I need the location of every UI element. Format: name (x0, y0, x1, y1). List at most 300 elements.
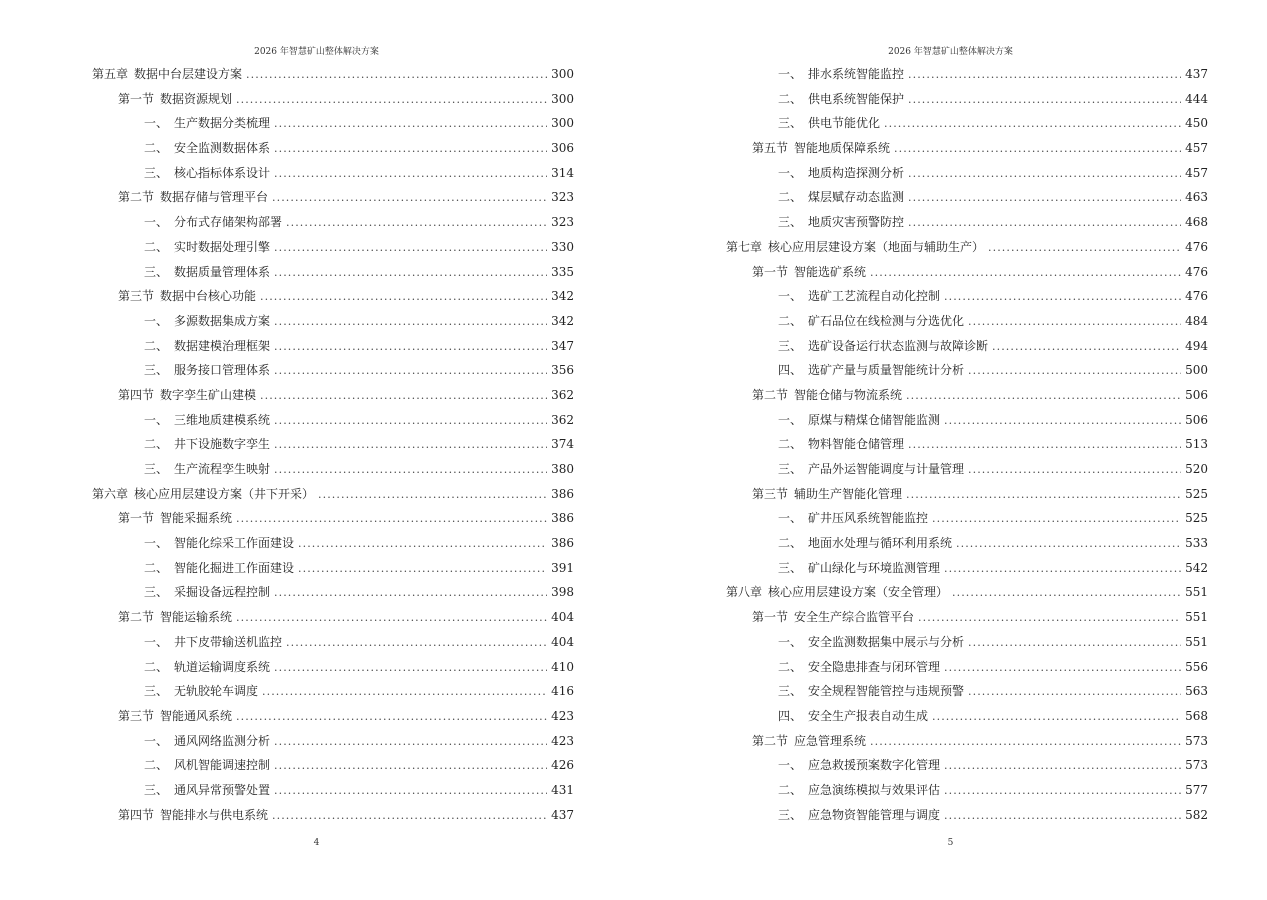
toc-entry-title: 三维地质建模系统 (174, 412, 271, 427)
toc-subsection-entry[interactable] (726, 309, 1208, 334)
running-header: 2026 年智慧矿山整体解决方案 (888, 47, 1013, 57)
toc-subsection-entry[interactable] (92, 161, 574, 186)
toc-dot-leader (274, 409, 547, 434)
toc-subsection-entry[interactable] (726, 778, 1208, 803)
toc-entry-number: 第二节 (752, 387, 789, 402)
toc-entry-number: 一、 (778, 289, 803, 304)
toc-entry-title: 矿石品位在线检测与分选优化 (808, 313, 965, 328)
toc-entry-page: 577 (1185, 782, 1208, 797)
toc-entry-page: 437 (551, 807, 574, 822)
toc-dot-leader (298, 532, 547, 557)
toc-subsection-entry[interactable] (726, 284, 1208, 309)
toc-entry-number: 三、 (144, 165, 169, 180)
toc-section-entry[interactable] (92, 284, 574, 309)
toc-entry-title: 原煤与精煤仓储智能监测 (808, 412, 941, 427)
toc-entry-page: 463 (1185, 190, 1208, 205)
toc-dot-leader (274, 359, 547, 384)
toc-entry-number: 二、 (778, 313, 803, 328)
toc-subsection-entry[interactable] (726, 704, 1208, 729)
toc-entry-page: 362 (551, 387, 574, 402)
toc-subsection-entry[interactable] (92, 260, 574, 285)
toc-subsection-entry[interactable] (92, 309, 574, 334)
toc-dot-leader (286, 631, 547, 656)
toc-dot-leader (944, 804, 1181, 829)
toc-entry-page: 525 (1185, 486, 1208, 501)
toc-subsection-entry[interactable] (92, 457, 574, 482)
toc-entry-page: 556 (1185, 659, 1208, 674)
toc-entry-page: 444 (1185, 91, 1208, 106)
toc-dot-leader (274, 162, 547, 187)
toc-dot-leader (932, 705, 1181, 730)
toc-entry-title: 智能通风系统 (160, 708, 233, 723)
toc-entry-page: 342 (551, 313, 574, 328)
toc-entry-number: 一、 (778, 634, 803, 649)
toc-entry-number: 一、 (144, 412, 169, 427)
toc-entry-page: 457 (1185, 141, 1208, 156)
toc-entry-number: 第五节 (752, 141, 789, 156)
toc-entry-page: 476 (1185, 239, 1208, 254)
toc-dot-leader (274, 433, 547, 458)
toc-subsection-entry[interactable] (726, 753, 1208, 778)
toc-entry-page: 573 (1185, 758, 1208, 773)
toc-dot-leader (944, 779, 1181, 804)
toc-entry-title: 风机智能调速控制 (174, 758, 271, 773)
toc-dot-leader (918, 606, 1181, 631)
toc-dot-leader (274, 754, 547, 779)
toc-dot-leader (908, 63, 1181, 88)
toc-entry-page: 342 (551, 289, 574, 304)
toc-entry-title: 数据质量管理体系 (174, 264, 271, 279)
toc-entry-page: 476 (1185, 264, 1208, 279)
toc-dot-leader (236, 88, 547, 113)
toc-entry-page: 484 (1185, 313, 1208, 328)
toc-dot-leader (908, 211, 1181, 236)
toc-subsection-entry[interactable] (92, 753, 574, 778)
toc-entry-title: 智能仓储与物流系统 (794, 387, 903, 402)
toc-entry-number: 第二节 (118, 190, 155, 205)
toc-entry-page: 330 (551, 239, 574, 254)
toc-entry-number: 四、 (778, 363, 803, 378)
toc-entry-number: 二、 (144, 141, 169, 156)
toc-entry-title: 数据中台核心功能 (160, 289, 257, 304)
toc-entry-page: 500 (1185, 363, 1208, 378)
toc-entry-number: 第一节 (752, 264, 789, 279)
toc-subsection-entry[interactable] (92, 778, 574, 803)
toc-dot-leader (932, 507, 1181, 532)
toc-page-right (634, 0, 1267, 900)
toc-section-entry[interactable] (92, 506, 574, 531)
toc-subsection-entry[interactable] (92, 408, 574, 433)
toc-section-entry[interactable] (92, 185, 574, 210)
toc-dot-leader (274, 730, 547, 755)
toc-entry-page: 386 (551, 511, 574, 526)
toc-subsection-entry[interactable] (726, 334, 1208, 359)
toc-dot-leader (944, 285, 1181, 310)
toc-entry-number: 三、 (778, 116, 803, 131)
toc-entry-number: 二、 (144, 437, 169, 452)
toc-subsection-entry[interactable] (92, 580, 574, 605)
toc-entry-title: 数据资源规划 (160, 91, 233, 106)
toc-dot-leader (884, 112, 1181, 137)
toc-subsection-entry[interactable] (726, 457, 1208, 482)
toc-section-entry[interactable] (726, 136, 1208, 161)
toc-subsection-entry[interactable] (726, 506, 1208, 531)
toc-entry-title: 核心指标体系设计 (174, 165, 271, 180)
toc-entry-number: 三、 (778, 338, 803, 353)
toc-entry-page: 551 (1185, 634, 1208, 649)
toc-subsection-entry[interactable] (92, 235, 574, 260)
toc-section-entry[interactable] (92, 704, 574, 729)
toc-entry-title: 安全监测数据集中展示与分析 (808, 634, 965, 649)
toc-entry-number: 二、 (144, 758, 169, 773)
toc-entry-number: 二、 (778, 190, 803, 205)
toc-entry-title: 煤层赋存动态监测 (808, 190, 905, 205)
toc-entry-page: 506 (1185, 387, 1208, 402)
toc-entry-page: 323 (551, 190, 574, 205)
toc-dot-leader (236, 705, 547, 730)
toc-section-entry[interactable] (726, 383, 1208, 408)
toc-entry-title: 无轨胶轮车调度 (174, 684, 259, 699)
toc-entry-title: 矿山绿化与环境监测管理 (808, 560, 941, 575)
toc-dot-leader (968, 631, 1181, 656)
toc-entry-page: 573 (1185, 733, 1208, 748)
toc-dot-leader (968, 310, 1181, 335)
toc-dot-leader (956, 532, 1181, 557)
toc-dot-leader (944, 754, 1181, 779)
toc-subsection-entry[interactable] (92, 655, 574, 680)
toc-entry-title: 多源数据集成方案 (174, 313, 271, 328)
toc-entry-page: 314 (551, 165, 574, 180)
toc-subsection-entry[interactable] (92, 210, 574, 235)
toc-section-entry[interactable] (92, 87, 574, 112)
toc-dot-leader (988, 236, 1181, 261)
toc-dot-leader (906, 384, 1181, 409)
toc-entry-number: 一、 (144, 313, 169, 328)
toc-chapter-entry[interactable] (726, 235, 1208, 260)
toc-entry-number: 三、 (144, 363, 169, 378)
toc-entry-number: 二、 (778, 91, 803, 106)
toc-dot-leader (274, 335, 547, 360)
toc-entry-number: 二、 (778, 437, 803, 452)
toc-entry-title: 地面水处理与循环利用系统 (808, 536, 953, 551)
toc-entry-title: 地质构造探测分析 (808, 165, 905, 180)
toc-dot-leader (274, 779, 547, 804)
toc-dot-leader (274, 112, 547, 137)
toc-entry-title: 生产流程孪生映射 (174, 462, 271, 476)
toc-entry-number: 一、 (778, 165, 803, 180)
toc-dot-leader (274, 236, 547, 261)
toc-subsection-entry[interactable] (726, 161, 1208, 186)
toc-entry-number: 三、 (144, 684, 169, 699)
toc-dot-leader (894, 137, 1181, 162)
toc-entry-page: 437 (1185, 67, 1208, 81)
toc-entry-page: 563 (1185, 684, 1208, 699)
toc-entry-title: 安全规程智能管控与违规预警 (808, 684, 965, 699)
toc-entry-number: 二、 (778, 782, 803, 797)
toc-entry-title: 智能采掘系统 (160, 511, 233, 526)
toc-entry-title: 生产数据分类梳理 (174, 116, 271, 131)
toc-entry-title: 应急管理系统 (794, 733, 867, 748)
toc-entry-title: 数据存储与管理平台 (160, 190, 269, 205)
toc-entry-number: 一、 (144, 634, 169, 649)
toc-entry-title: 智能选矿系统 (794, 264, 867, 279)
toc-entry-page: 506 (1185, 412, 1208, 427)
toc-entry-page: 362 (551, 412, 574, 427)
toc-entry-page: 450 (1185, 116, 1208, 131)
toc-entry-page: 300 (551, 116, 574, 131)
toc-dot-leader (236, 606, 547, 631)
toc-subsection-entry[interactable] (92, 358, 574, 383)
toc-entry-number: 三、 (778, 215, 803, 230)
toc-subsection-entry[interactable] (92, 556, 574, 581)
toc-dot-leader (908, 162, 1181, 187)
toc-subsection-entry[interactable] (92, 432, 574, 457)
toc-section-entry[interactable] (726, 605, 1208, 630)
toc-entry-number: 第二节 (752, 733, 789, 748)
toc-entry-title: 辅助生产智能化管理 (794, 486, 903, 501)
toc-section-entry[interactable] (92, 605, 574, 630)
toc-section-entry[interactable] (726, 482, 1208, 507)
toc-entry-number: 二、 (778, 659, 803, 674)
toc-entry-number: 第三节 (118, 708, 155, 723)
toc-entry-page: 300 (551, 91, 574, 106)
toc-entry-number: 一、 (778, 758, 803, 773)
toc-subsection-entry[interactable] (726, 62, 1208, 87)
toc-dot-leader (274, 458, 547, 483)
toc-entry-page: 525 (1185, 511, 1208, 526)
toc-entry-title: 安全生产报表自动生成 (808, 708, 929, 723)
toc-entry-title: 通风异常预警处置 (174, 782, 271, 797)
toc-entry-page: 335 (551, 264, 574, 279)
toc-entry-title: 智能化掘进工作面建设 (174, 560, 295, 575)
page-number: 5 (947, 838, 954, 848)
toc-subsection-entry[interactable] (92, 531, 574, 556)
toc-entry-title: 数据建模治理框架 (174, 338, 271, 353)
toc-entry-page: 398 (551, 585, 574, 600)
toc-entry-number: 第七章 (726, 239, 763, 254)
toc-dot-leader (272, 804, 547, 829)
toc-dot-leader (274, 137, 547, 162)
toc-entry-number: 三、 (778, 807, 803, 822)
toc-entry-number: 第三节 (752, 486, 789, 501)
toc-entry-page: 356 (551, 363, 574, 378)
toc-dot-leader (908, 433, 1181, 458)
toc-entry-title: 通风网络监测分析 (174, 733, 271, 748)
toc-entry-number: 三、 (778, 462, 803, 476)
toc-entry-page: 568 (1185, 708, 1208, 723)
toc-entry-page: 431 (551, 782, 574, 797)
toc-dot-leader (968, 458, 1181, 483)
toc-dot-leader (260, 285, 547, 310)
toc-chapter-entry[interactable] (92, 482, 574, 507)
toc-dot-leader (906, 483, 1181, 508)
toc-subsection-entry[interactable] (92, 630, 574, 655)
toc-section-entry[interactable] (92, 803, 574, 828)
toc-subsection-entry[interactable] (92, 136, 574, 161)
toc-subsection-entry[interactable] (726, 655, 1208, 680)
toc-chapter-entry[interactable] (92, 62, 574, 87)
toc-entry-page: 582 (1185, 807, 1208, 822)
toc-entry-number: 一、 (778, 511, 803, 526)
toc-entry-number: 第一节 (118, 511, 155, 526)
toc-entry-number: 第四节 (118, 387, 155, 402)
toc-subsection-entry[interactable] (726, 111, 1208, 136)
toc-entry-number: 一、 (144, 733, 169, 748)
toc-subsection-entry[interactable] (726, 556, 1208, 581)
toc-dot-leader (870, 730, 1181, 755)
toc-dot-leader (298, 557, 547, 582)
toc-entry-title: 安全监测数据体系 (174, 141, 271, 156)
toc-entry-title: 智能排水与供电系统 (160, 807, 269, 822)
toc-entry-title: 选矿工艺流程自动化控制 (808, 289, 941, 304)
toc-dot-leader (272, 186, 547, 211)
toc-entry-number: 一、 (144, 536, 169, 551)
toc-entry-number: 四、 (778, 708, 803, 723)
running-header: 2026 年智慧矿山整体解决方案 (254, 47, 379, 57)
toc-dot-leader (236, 507, 547, 532)
toc-list (726, 62, 1208, 827)
toc-entry-number: 第五章 (92, 67, 129, 81)
toc-entry-number: 一、 (144, 215, 169, 230)
toc-entry-page: 513 (1185, 437, 1208, 452)
toc-dot-leader (908, 88, 1181, 113)
toc-subsection-entry[interactable] (92, 334, 574, 359)
toc-dot-leader (274, 310, 547, 335)
toc-dot-leader (944, 656, 1181, 681)
toc-subsection-entry[interactable] (726, 679, 1208, 704)
toc-subsection-entry[interactable] (726, 408, 1208, 433)
toc-entry-title: 供电系统智能保护 (808, 91, 905, 106)
toc-entry-title: 井下皮带输送机监控 (174, 634, 283, 649)
toc-entry-page: 426 (551, 758, 574, 773)
toc-entry-number: 三、 (144, 462, 169, 476)
toc-list (92, 62, 574, 827)
toc-entry-number: 三、 (144, 782, 169, 797)
toc-entry-title: 应急演练模拟与效果评估 (808, 782, 941, 797)
toc-entry-page: 476 (1185, 289, 1208, 304)
toc-dot-leader (318, 483, 547, 508)
toc-dot-leader (286, 211, 547, 236)
toc-entry-number: 第八章 (726, 585, 763, 600)
toc-entry-number: 三、 (778, 684, 803, 699)
toc-dot-leader (992, 335, 1181, 360)
toc-chapter-entry[interactable] (726, 580, 1208, 605)
toc-entry-page: 404 (551, 610, 574, 625)
toc-entry-title: 采掘设备远程控制 (174, 585, 271, 600)
toc-entry-number: 第一节 (118, 91, 155, 106)
toc-entry-number: 二、 (144, 338, 169, 353)
toc-section-entry[interactable] (92, 383, 574, 408)
toc-entry-page: 551 (1185, 610, 1208, 625)
toc-entry-page: 380 (551, 462, 574, 476)
toc-entry-page: 423 (551, 733, 574, 748)
toc-entry-page: 386 (551, 536, 574, 551)
toc-section-entry[interactable] (726, 729, 1208, 754)
toc-entry-title: 井下设施数字孪生 (174, 437, 271, 452)
toc-entry-title: 数字孪生矿山建模 (160, 387, 257, 402)
toc-subsection-entry[interactable] (92, 729, 574, 754)
toc-entry-page: 520 (1185, 462, 1208, 476)
toc-entry-number: 二、 (778, 536, 803, 551)
toc-dot-leader (262, 680, 547, 705)
toc-entry-page: 404 (551, 634, 574, 649)
toc-subsection-entry[interactable] (726, 630, 1208, 655)
toc-dot-leader (274, 261, 547, 286)
toc-entry-number: 第一节 (752, 610, 789, 625)
toc-entry-number: 第三节 (118, 289, 155, 304)
toc-entry-title: 核心应用层建设方案（地面与辅助生产） (768, 239, 985, 254)
toc-entry-title: 地质灾害预警防控 (808, 215, 905, 230)
toc-entry-title: 选矿产量与质量智能统计分析 (808, 363, 965, 378)
toc-subsection-entry[interactable] (726, 432, 1208, 457)
toc-entry-number: 二、 (144, 659, 169, 674)
toc-subsection-entry[interactable] (726, 185, 1208, 210)
toc-entry-title: 排水系统智能监控 (808, 67, 905, 81)
toc-dot-leader (274, 581, 547, 606)
toc-entry-number: 二、 (144, 560, 169, 575)
toc-entry-number: 第六章 (92, 486, 129, 501)
toc-section-entry[interactable] (726, 260, 1208, 285)
toc-entry-title: 选矿设备运行状态监测与故障诊断 (808, 338, 989, 353)
toc-entry-title: 供电节能优化 (808, 116, 881, 131)
toc-entry-page: 494 (1185, 338, 1208, 353)
toc-entry-page: 306 (551, 141, 574, 156)
toc-entry-page: 551 (1185, 585, 1208, 600)
toc-subsection-entry[interactable] (726, 531, 1208, 556)
toc-entry-page: 386 (551, 486, 574, 501)
toc-entry-title: 矿井压风系统智能监控 (808, 511, 929, 526)
toc-subsection-entry[interactable] (92, 679, 574, 704)
toc-entry-page: 468 (1185, 215, 1208, 230)
toc-subsection-entry[interactable] (726, 803, 1208, 828)
toc-dot-leader (246, 63, 547, 88)
toc-entry-page: 374 (551, 437, 574, 452)
toc-entry-title: 智能运输系统 (160, 610, 233, 625)
toc-entry-title: 产品外运智能调度与计量管理 (808, 462, 965, 476)
page-number: 4 (313, 838, 320, 848)
toc-dot-leader (908, 186, 1181, 211)
toc-dot-leader (952, 581, 1181, 606)
toc-entry-number: 三、 (778, 560, 803, 575)
toc-subsection-entry[interactable] (726, 87, 1208, 112)
toc-entry-page: 347 (551, 338, 574, 353)
toc-entry-page: 391 (551, 560, 574, 575)
toc-entry-number: 三、 (144, 264, 169, 279)
toc-page-left (0, 0, 633, 900)
toc-entry-title: 应急物资智能管理与调度 (808, 807, 941, 822)
toc-entry-title: 轨道运输调度系统 (174, 659, 271, 674)
toc-entry-title: 数据中台层建设方案 (134, 67, 243, 81)
toc-entry-page: 457 (1185, 165, 1208, 180)
toc-entry-page: 323 (551, 215, 574, 230)
toc-subsection-entry[interactable] (726, 210, 1208, 235)
toc-subsection-entry[interactable] (726, 358, 1208, 383)
toc-entry-number: 一、 (778, 67, 803, 81)
toc-entry-number: 第二节 (118, 610, 155, 625)
toc-entry-title: 安全隐患排查与闭环管理 (808, 659, 941, 674)
toc-dot-leader (944, 409, 1181, 434)
toc-entry-number: 二、 (144, 239, 169, 254)
toc-dot-leader (968, 359, 1181, 384)
toc-entry-number: 一、 (778, 412, 803, 427)
toc-entry-title: 智能地质保障系统 (794, 141, 891, 156)
toc-dot-leader (274, 656, 547, 681)
toc-dot-leader (260, 384, 547, 409)
toc-dot-leader (870, 261, 1181, 286)
toc-subsection-entry[interactable] (92, 111, 574, 136)
toc-entry-page: 410 (551, 659, 574, 674)
toc-entry-number: 三、 (144, 585, 169, 600)
